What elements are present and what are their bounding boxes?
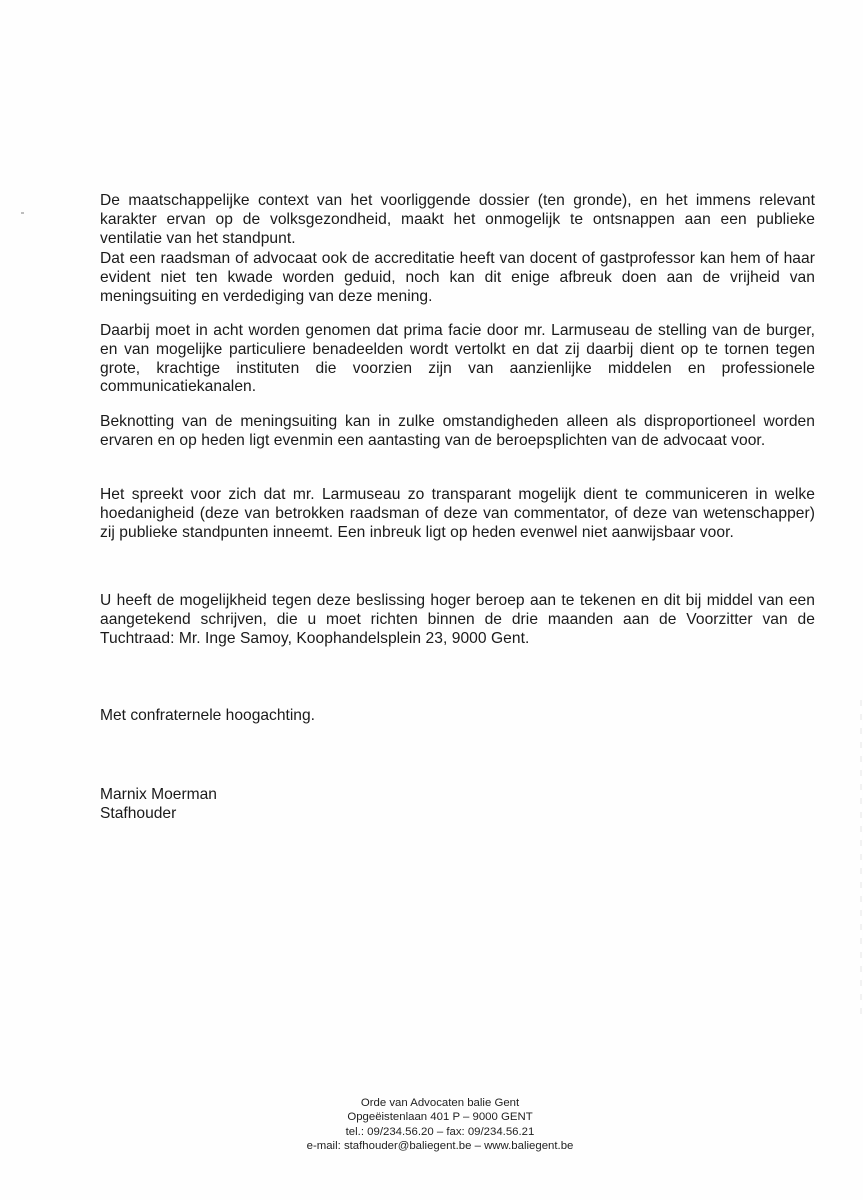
- paragraph-transparency: Het spreekt voor zich dat mr. Larmuseau zo transparant mogelijk dient te communiceren in welke hoedanigheid (deze van betrokken raadsman of deze van commentator, of deze van wetenschapper) zij publieke standpunten inneemt. Een inbreuk ligt op heden evenwel niet aanwijsbaar voor.: [100, 486, 815, 541]
- paragraph-accreditation: Dat een raadsman of advocaat ook de accreditatie heeft van docent of gastprofessor kan hem of haar evident niet ten kwade worden geduid, noch kan dit enige afbreuk doen aan de vrijheid van meningsuiting en verdediging van deze mening.: [100, 250, 815, 305]
- scan-edge-noise: [860, 700, 862, 1020]
- footer-email-web: e-mail: stafhouder@baliegent.be – www.baliegent.be: [306, 1140, 574, 1153]
- paragraph-appeal: U heeft de mogelijkheid tegen deze beslissing hoger beroep aan te tekenen en dit bij middel van een aangetekend schrijven, die u moet richten binnen de drie maanden aan de Voorzitter van de Tuchtraad: Mr. Inge Samoy, Koophandelsplein 23, 9000 Gent.: [100, 592, 815, 647]
- footer-organization: Orde van Advocaten balie Gent: [360, 1097, 520, 1109]
- paragraph-context: De maatschappelijke context van het voorliggende dossier (ten gronde), en het immens relevant karakter ervan op de volksgezondheid, maakt het onmogelijk te ontsnappen aan een publieke ventilatie van het standpunt.: [100, 192, 815, 247]
- scan-speck: [21, 212, 24, 214]
- paragraph-restriction: Beknotting van de meningsuiting kan in zulke omstandigheden alleen als disproportioneel worden ervaren en op heden ligt evenmin een aantasting van de beroepsplichten van de advocaat voor.: [100, 413, 815, 449]
- signatory-name: Marnix Moerman: [100, 786, 217, 803]
- letterhead-footer: [300, 1096, 580, 1154]
- closing-salutation: Met confraternele hoogachting.: [100, 707, 315, 724]
- footer-phone-fax: tel.: 09/234.56.20 – fax: 09/234.56.21: [345, 1125, 535, 1138]
- signatory-title: Stafhouder: [100, 805, 177, 822]
- footer-address: Opgeëistenlaan 401 P – 9000 GENT: [347, 1111, 533, 1124]
- paragraph-prima-facie: Daarbij moet in acht worden genomen dat prima facie door mr. Larmuseau de stelling van de burger, en van mogelijke particuliere benadeelden wordt vertolkt en dat zij daarbij dient op te tornen tegen grote, krachtige instituten die voorzien zijn van aanzienlijke middelen en professionele communicatiekanalen.: [100, 322, 815, 396]
